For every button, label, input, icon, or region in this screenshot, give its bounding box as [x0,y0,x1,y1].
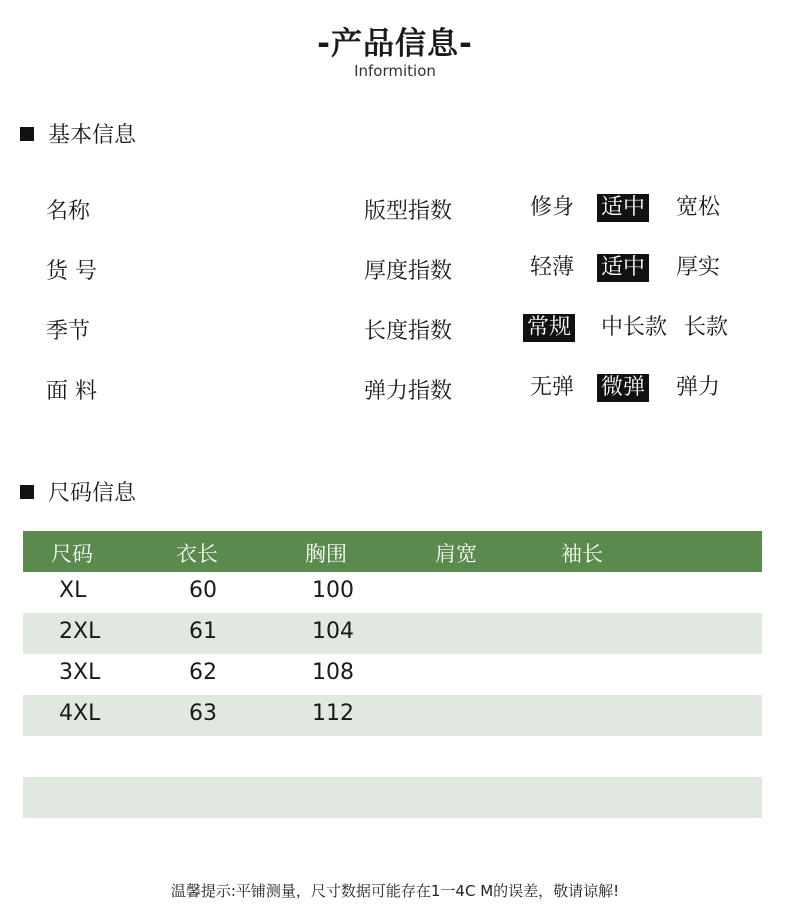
footnote: 温馨提示:平铺测量，尺寸数据可能存在1一4C M的误差，敬请谅解! [170,882,620,900]
option-selected: 常规 [523,314,575,342]
info-label: 名称 [46,199,91,224]
table-cell: 62 [189,660,217,685]
column-header: 衣长 [176,542,218,566]
size-table [23,531,762,818]
table-cell: 104 [312,619,354,644]
table-row [23,695,762,736]
option: 轻薄 [530,255,575,280]
section-heading: 基本信息 [48,123,137,148]
table-row [23,777,762,818]
index-label: 弹力指数 [364,379,453,404]
column-header: 胸围 [305,542,347,566]
info-label: 货 号 [46,259,97,284]
option: 无弹 [530,375,575,400]
table-row [23,572,762,613]
info-row [0,308,790,348]
table-cell: XL [59,578,87,603]
option-selected: 微弹 [597,374,649,402]
page-title: -产品信息- [317,26,473,62]
table-cell: 4XL [59,701,101,726]
table-cell: 61 [189,619,217,644]
table-row [23,654,762,695]
table-cell: 2XL [59,619,101,644]
table-cell: 60 [189,578,217,603]
index-label: 长度指数 [364,319,453,344]
info-row [0,248,790,288]
option: 宽松 [676,195,721,220]
table-cell: 108 [312,660,354,685]
option: 长款 [684,315,729,340]
info-row [0,188,790,228]
page-subtitle: Informition [354,62,436,80]
section-heading: 尺码信息 [48,481,137,506]
option: 中长款 [601,315,668,340]
column-header: 肩宽 [435,542,477,566]
index-label: 厚度指数 [364,259,453,284]
table-cell: 3XL [59,660,101,685]
section-basic-info [20,118,136,149]
info-label: 面 料 [46,379,97,404]
index-label: 版型指数 [364,199,453,224]
option-selected: 适中 [597,194,649,222]
table-row [23,736,762,777]
size-table-header [23,531,762,572]
info-row [0,368,790,408]
option: 修身 [530,195,575,220]
table-row [23,613,762,654]
square-bullet-icon [20,127,34,141]
column-header: 尺码 [51,542,93,566]
info-label: 季节 [46,319,91,344]
option: 厚实 [676,255,721,280]
square-bullet-icon [20,485,34,499]
table-cell: 112 [312,701,354,726]
table-cell: 100 [312,578,354,603]
section-size-info [20,476,136,507]
option: 弹力 [676,375,721,400]
option-selected: 适中 [597,254,649,282]
table-cell: 63 [189,701,217,726]
column-header: 袖长 [561,542,603,566]
